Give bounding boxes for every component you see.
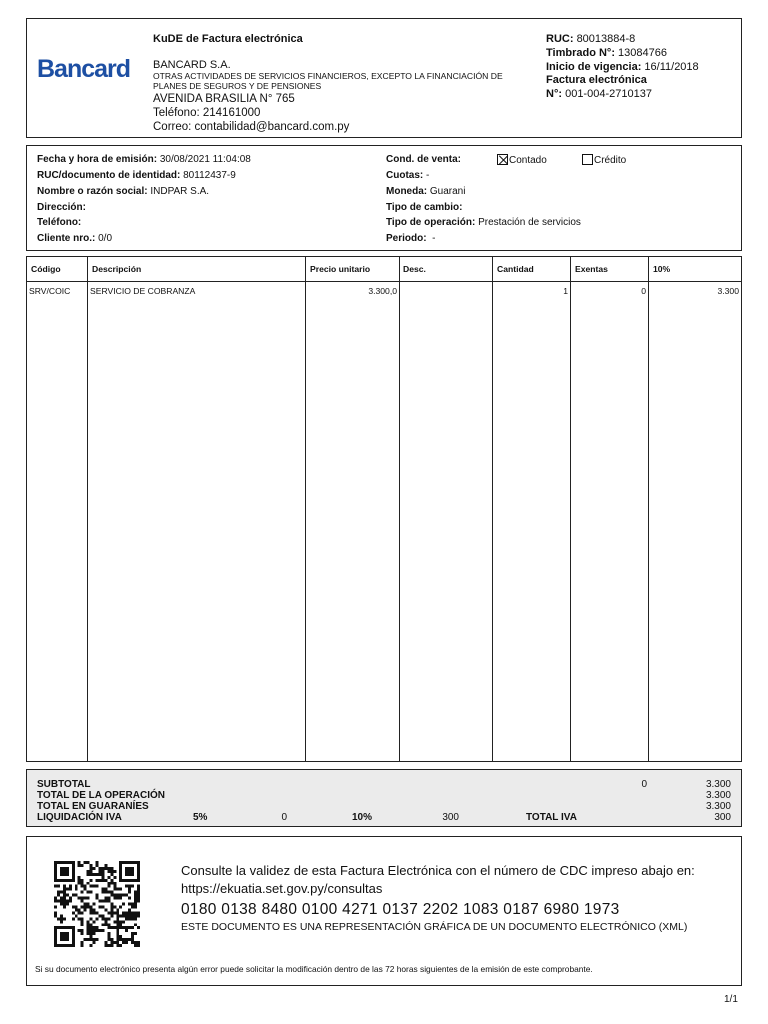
subtotal-label: SUBTOTAL [37, 779, 91, 790]
column-divider [492, 257, 493, 761]
company-phone: Teléfono: 214161000 [153, 107, 261, 119]
issue-date: Fecha y hora de emisión: 30/08/2021 11:04:08 [37, 154, 251, 165]
timbrado: Timbrado N°: 13084766 [546, 47, 667, 59]
header-cantidad: Cantidad [497, 264, 534, 274]
header-descripcion: Descripción [92, 264, 142, 274]
validation-footer [26, 836, 742, 986]
consult-url[interactable]: https://ekuatia.set.gov.py/consultas [181, 881, 383, 896]
contado-option: Contado [497, 154, 547, 166]
iva-10-value: 300 [442, 812, 459, 823]
total-operacion-value: 3.300 [705, 790, 731, 801]
liquidacion-iva-label: LIQUIDACIÓN IVA [37, 812, 122, 823]
representation-note: ESTE DOCUMENTO ES UNA REPRESENTACIÓN GRÁFICA DE UN DOCUMENTO ELECTRÓNICO (XML) [181, 921, 688, 933]
cell-cantidad: 1 [563, 286, 568, 296]
client-name: Nombre o razón social: INDPAR S.A. [37, 186, 210, 197]
cell-descripcion: SERVICIO DE COBRANZA [90, 286, 196, 296]
total-iva-label: TOTAL IVA [526, 812, 577, 823]
column-divider [399, 257, 400, 761]
client-info [26, 145, 742, 251]
totals-box [26, 769, 742, 827]
column-divider [648, 257, 649, 761]
invoice-number: N°: 001-004-2710137 [546, 88, 652, 100]
company-address: AVENIDA BRASILIA N° 765 [153, 93, 295, 105]
credito-option: Crédito [582, 154, 626, 166]
subtotal-value: 3.300 [705, 779, 731, 790]
header-codigo: Código [31, 264, 61, 274]
invoice-header [26, 18, 742, 138]
total-operacion-label: TOTAL DE LA OPERACIÓN [37, 790, 165, 801]
period: Periodo: - [386, 233, 436, 244]
company-name: BANCARD S.A. [153, 59, 231, 71]
document-title: KuDE de Factura electrónica [153, 33, 303, 45]
page-number: 1/1 [724, 994, 738, 1005]
checkbox-empty-icon [582, 154, 593, 165]
iva-5-value: 0 [281, 812, 287, 823]
iva-5-label: 5% [193, 812, 208, 823]
total-guaranies-value: 3.300 [705, 801, 731, 812]
invoice-type: Factura electrónica [546, 74, 647, 86]
client-address: Dirección: [37, 202, 86, 213]
subtotal-exentas: 0 [641, 779, 647, 790]
exchange-rate: Tipo de cambio: [386, 202, 463, 213]
cell-precio: 3.300,0 [368, 286, 397, 296]
checkbox-checked-icon [497, 154, 508, 165]
cell-diez: 3.300 [717, 286, 739, 296]
cuotas: Cuotas: - [386, 170, 430, 181]
cdc-number: 0180 0138 8480 0100 4271 0137 2202 1083 0187 6980 1973 [181, 901, 620, 918]
issuer-ruc: RUC: 80013884-8 [546, 33, 636, 45]
company-email: Correo: contabilidad@bancard.com.py [153, 121, 350, 133]
operation-type: Tipo de operación: Prestación de servicios [386, 217, 581, 228]
header-precio: Precio unitario [310, 264, 371, 274]
cell-exentas: 0 [641, 286, 646, 296]
header-diez: 10% [653, 264, 671, 274]
sale-condition-label: Cond. de venta: [386, 154, 462, 165]
header-desc: Desc. [403, 264, 426, 274]
column-divider [305, 257, 306, 761]
error-note: Si su documento electrónico presenta algún error puede solicitar la modificación dentro de las 72 horas siguientes de la emisión de este comprobante. [35, 964, 593, 974]
iva-10-label: 10% [352, 812, 373, 823]
currency: Moneda: Guarani [386, 186, 466, 197]
total-iva-value: 300 [714, 812, 731, 823]
qr-code-icon[interactable] [53, 861, 141, 947]
total-guaranies-label: TOTAL EN GUARANÍES [37, 801, 149, 812]
client-phone: Teléfono: [37, 217, 82, 228]
client-number: Cliente nro.: 0/0 [37, 233, 113, 244]
consult-text: Consulte la validez de esta Factura Electrónica con el número de CDC impreso abajo en: [181, 863, 695, 878]
items-table [26, 256, 742, 762]
column-divider [570, 257, 571, 761]
cell-codigo: SRV/COIC [29, 286, 71, 296]
bancard-logo: Bancard [37, 55, 131, 83]
column-divider [87, 257, 88, 761]
client-ruc: RUC/documento de identidad: 80112437-9 [37, 170, 236, 181]
vigencia: Inicio de vigencia: 16/11/2018 [546, 61, 699, 73]
company-activity: OTRAS ACTIVIDADES DE SERVICIOS FINANCIEROS, EXCEPTO LA FINANCIACIÓN DE PLANES DE SEGUROS Y DE PENSIONES [153, 71, 503, 91]
header-exentas: Exentas [575, 264, 608, 274]
